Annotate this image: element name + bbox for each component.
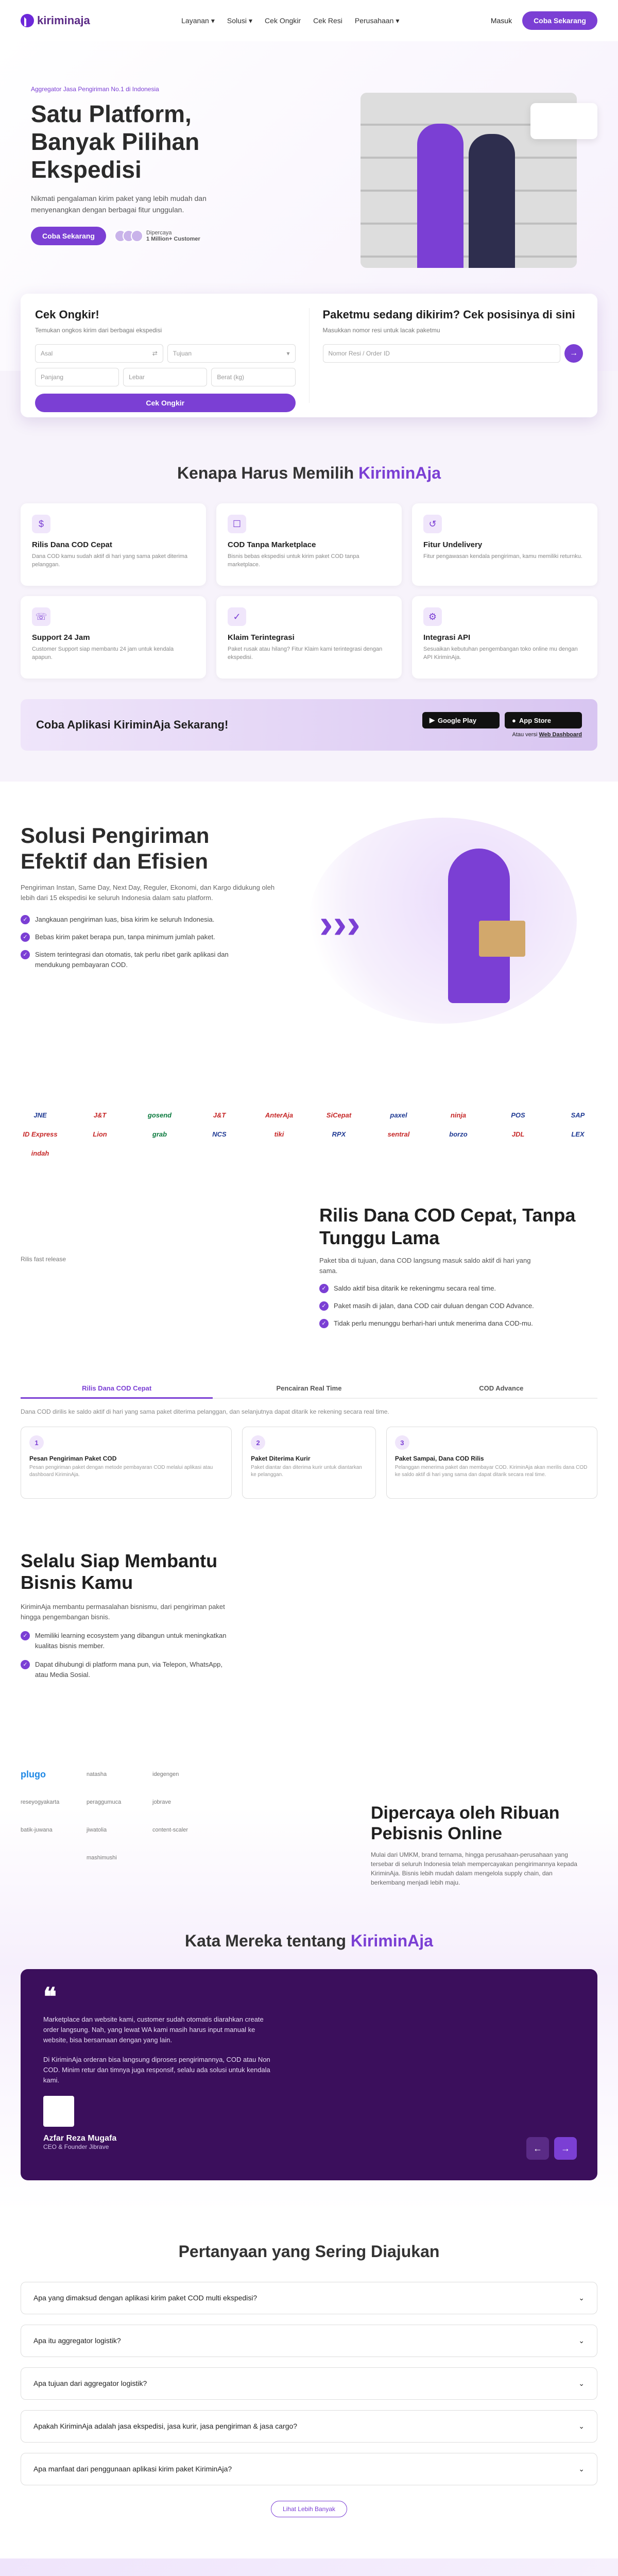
tools-card (21, 294, 597, 417)
courier-logo: paxel (390, 1111, 407, 1119)
top-nav (0, 0, 618, 41)
step-card: 3 Paket Sampai, Dana COD Rilis Pelanggan menerima paket dan membayar COD. KiriminAja akan merilis dana COD ke saldo aktif di hari yang sama dan dapat ditarik secara real time. (386, 1427, 597, 1499)
tab-cod-advance[interactable]: COD Advance (479, 1384, 524, 1392)
solusi-section (0, 782, 618, 1194)
client-logo: jobrave (152, 1799, 171, 1805)
google-play-button[interactable]: ▶ Google Play (422, 712, 500, 728)
app-banner-title: Coba Aplikasi KiriminAja Sekarang! (36, 718, 229, 731)
client-logo: reseyogyakarta (21, 1799, 60, 1805)
person-figure (469, 134, 515, 268)
swap-icon[interactable]: ⇄ (152, 350, 158, 357)
chevron-down-icon: ⌄ (578, 2465, 585, 2473)
faq-item[interactable]: Apakah KiriminAja adalah jasa ekspedisi, jasa kurir, jasa pengiriman & jasa cargo? ⌄ (21, 2410, 597, 2443)
faq-section (0, 2211, 618, 2558)
client-logo: jiwatolia (87, 1827, 107, 1833)
cod-section (0, 1194, 618, 1519)
step-card: 1 Pesan Pengiriman Paket COD Pesan pengiriman paket dengan metode pembayaran COD melalui aplikasi atau dashboard KiriminAja. (21, 1427, 232, 1499)
testimonial-card (21, 1969, 597, 2180)
check-icon: ✓ (319, 1319, 329, 1328)
check-icon: ✓ (21, 915, 30, 924)
courier-logo: ID Express (23, 1130, 58, 1138)
package-box (479, 921, 525, 957)
trust-block (21, 1767, 597, 1887)
courier-logo: ninja (450, 1111, 467, 1119)
client-logo: natasha (87, 1771, 107, 1777)
headset-icon: ☏ (32, 607, 50, 626)
check-item: ✓ Sistem terintegrasi dan otomatis, tak perlu ribet garik aplikasi dan mendukung pembayaran COD. (21, 950, 247, 970)
app-banner: Coba Aplikasi KiriminAja Sekarang! ▶ Google Play ● App Store Atau versi Web Dashboard (21, 699, 597, 751)
bisnis-section (0, 1519, 618, 1886)
step-card: 2 Paket Diterima Kurir Paket diantar dan diterima kurir untuk diantarkan ke pelanggan. (242, 1427, 376, 1499)
courier-logo: Lion (93, 1130, 107, 1138)
courier-logo: grab (152, 1130, 167, 1138)
check-icon: ✓ (319, 1301, 329, 1311)
feature-card: $ Rilis Dana COD Cepat Dana COD kamu sudah aktif di hari yang sama paket diterima pelanggan. (21, 503, 206, 586)
courier-logo: J&T (213, 1111, 226, 1119)
menu-solusi[interactable]: Solusi ▾ (227, 16, 253, 25)
client-logos (21, 1767, 270, 1887)
track-button[interactable]: → (564, 344, 583, 363)
bisnis-title: Selalu Siap Membantu Bisnis Kamu (21, 1550, 218, 1593)
feature-card: ⚙ Integrasi API Sesuaikan kebutuhan pengembangan toko online mu dengan API KiriminAja. (412, 596, 597, 679)
faq-more-button[interactable]: Lihat Lebih Banyak (271, 2501, 347, 2517)
courier-logo: POS (511, 1111, 525, 1119)
check-item: ✓ Memiliki learning ecosystem yang dibangun untuk meningkatkan kualitas bisnis member. (21, 1631, 237, 1651)
courier-logo: SiCepat (326, 1111, 352, 1119)
tab-desc: Dana COD dirilis ke saldo aktif di hari yang sama paket diterima pelanggan, dan selanjutnya dapat ditarik ke rekening secara real time. (21, 1408, 389, 1415)
cek-ongkir-button[interactable]: Cek Ongkir (35, 394, 296, 412)
cek-ongkir-title: Cek Ongkir! (35, 308, 99, 321)
check-icon: ✓ (21, 1660, 30, 1669)
menu-layanan[interactable]: Layanan ▾ (181, 16, 215, 25)
avatar (43, 2096, 74, 2127)
destination-field[interactable]: Tujuan ▾ (167, 344, 296, 363)
money-icon: $ (32, 515, 50, 533)
feature-card: ↺ Fitur Undelivery Fitur pengawasan kendala pengiriman, kamu memiliki returnku. (412, 503, 597, 586)
chevron-down-icon: ⌄ (578, 2379, 585, 2387)
faq-item[interactable]: Apa itu aggregator logistik? ⌄ (21, 2325, 597, 2357)
origin-field[interactable]: Asal ⇄ (35, 344, 163, 363)
cek-ongkir-desc: Temukan ongkos kirim dari berbagai ekspedisi (35, 327, 162, 334)
courier-logo: LEX (571, 1130, 585, 1138)
trust-desc: Mulai dari UMKM, brand ternama, hingga perusahaan-perusahaan yang tersebar di seluruh Indonesia telah mempercayakan pengirimannya kepada KiriminAja. Bisnis lebih mudah dalam mengelola supply chain, dan berkembang menjadi lebih maju. (371, 1851, 577, 1886)
hero-desc: Nikmati pengalaman kirim paket yang lebih mudah dan menyenangkan dengan berbagai fitur unggulan. (31, 194, 207, 214)
resi-input[interactable]: Nomor Resi / Order ID (323, 344, 561, 363)
web-dashboard-link[interactable]: Web Dashboard (539, 732, 582, 738)
client-logo: mashimushi (87, 1855, 117, 1861)
lacak-panel (310, 308, 583, 403)
courier-logo: borzo (449, 1130, 468, 1138)
person-figure (417, 124, 464, 268)
courier-logo: RPX (332, 1130, 346, 1138)
chevron-down-icon: ⌄ (578, 2294, 585, 2302)
check-item: ✓ Dapat dihubungi di platform mana pun, via Telepon, WhatsApp, atau Media Sosial. (21, 1659, 237, 1680)
try-now-button[interactable]: Coba Sekarang (522, 11, 597, 30)
solusi-illustration (309, 818, 577, 1024)
feature-grid (21, 503, 597, 679)
cod-title: Rilis Dana COD Cepat, Tanpa Tunggu Lama (319, 1205, 576, 1248)
faq-title: Pertanyaan yang Sering Diajukan (178, 2242, 440, 2261)
testimonial-role: CEO & Founder Jibrave (43, 2143, 109, 2150)
why-section (0, 371, 618, 782)
prev-arrow-icon[interactable]: ← (526, 2137, 549, 2160)
courier-logo: indah (31, 1149, 49, 1157)
main-menu (181, 16, 399, 25)
store-icon: ☐ (228, 515, 246, 533)
check-item: ✓ Tidak perlu menunggu berhari-hari untuk menerima dana COD-mu. (319, 1318, 577, 1329)
client-logo: plugo (21, 1769, 46, 1780)
cta-section (0, 2558, 618, 2576)
menu-cek-ongkir[interactable]: Cek Ongkir (265, 16, 301, 25)
testimonial-text: Di KiriminAja orderan bisa langsung diproses pengirimannya, COD atau Non COD. Minim retur dan timnya juga responsif, selalu ada solusi untuk kendala kami. (43, 2056, 270, 2084)
hero-floating-card (530, 103, 597, 139)
menu-perusahaan[interactable]: Perusahaan ▾ (354, 16, 400, 25)
play-icon: ▶ (430, 716, 435, 724)
hero-title: Satu Platform, Banyak Pilihan Ekspedisi (31, 100, 200, 183)
check-item: ✓ Paket masih di jalan, dana COD cair duluan dengan COD Advance. (319, 1301, 577, 1311)
users-count: Dipercaya (146, 230, 172, 236)
return-icon: ↺ (423, 515, 442, 533)
feature-card: ✓ Klaim Terintegrasi Paket rusak atau hilang? Fitur Klaim kami terintegrasi dengan ekspedisi. (216, 596, 402, 679)
hero-cta-button[interactable]: Coba Sekarang (31, 227, 106, 245)
apple-icon: ● (512, 716, 516, 724)
courier-logo: JNE (33, 1111, 47, 1119)
feature-card: ☐ COD Tanpa Marketplace Bisnis bebas ekspedisi untuk kirim paket COD tanpa marketplace. (216, 503, 402, 586)
feature-card: ☏ Support 24 Jam Customer Support siap membantu 24 jam untuk kendala apapun. (21, 596, 206, 679)
courier-logo: sentral (387, 1130, 410, 1138)
cod-desc: Paket tiba di tujuan, dana COD langsung masuk saldo aktif di hari yang sama. (319, 1257, 531, 1275)
solusi-title: Solusi Pengiriman Efektif dan Efisien (21, 823, 210, 873)
courier-logo: SAP (571, 1111, 585, 1119)
quote-icon: ❝ (43, 1984, 57, 2011)
logo-text: kiriminaja (37, 14, 90, 27)
check-item: ✓ Saldo aktif bisa ditarik ke rekeningmu secara real time. (319, 1283, 577, 1294)
cod-image: Rilis fast release (21, 1256, 66, 1263)
shield-check-icon: ✓ (228, 607, 246, 626)
length-field[interactable]: Panjang (35, 368, 119, 386)
cod-tabs (21, 1379, 597, 1399)
courier-logos (21, 1111, 597, 1157)
why-title: Kenapa Harus Memilih KiriminAja (177, 464, 441, 482)
check-icon: ✓ (21, 933, 30, 942)
chevron-down-icon: ⌄ (578, 2422, 585, 2430)
chevron-down-icon: ⌄ (578, 2336, 585, 2345)
chevron-down-icon: ▾ (286, 350, 290, 357)
faq-item[interactable]: Apa yang dimaksud dengan aplikasi kirim paket COD multi ekspedisi? ⌄ (21, 2282, 597, 2314)
testimonial-text: Marketplace dan website kami, customer sudah otomatis diarahkan create order langsung. Nah, yang lewat WA kami masih harus input manual ke website, bisa bersamaan dengan yang lain. (43, 2015, 264, 2044)
testimonial-title: Kata Mereka tentang KiriminAja (185, 1931, 433, 1950)
trust-title: Dipercaya oleh Ribuan Pebisnis Online (371, 1803, 560, 1843)
nav-actions (491, 11, 597, 30)
chevron-right-icon: ››› (319, 901, 360, 946)
solusi-lead: Pengiriman Instan, Same Day, Next Day, Reguler, Ekonomi, dan Kargo didukung oleh lebih dari 15 ekspedisi ke seluruh Indonesia dalam satu platform. (21, 884, 275, 902)
courier-logo: JDL (511, 1130, 525, 1138)
hero-tag: Aggregator Jasa Pengiriman No.1 di Indonesia (31, 86, 159, 93)
check-icon: ✓ (21, 950, 30, 959)
logo[interactable] (21, 14, 90, 27)
lacak-desc: Masukkan nomor resi untuk lacak paketmu (322, 327, 440, 334)
tab-pencairan[interactable]: Pencairan Real Time (276, 1384, 342, 1392)
avatar-group (114, 230, 143, 242)
logo-mark-icon (21, 14, 34, 27)
users-label: 1 Million+ Customer (146, 236, 200, 242)
courier-logo: NCS (212, 1130, 227, 1138)
hero-section (0, 41, 618, 407)
lacak-title: Paketmu sedang dikirim? Cek posisinya di sini (322, 308, 575, 321)
courier-logo: J&T (93, 1111, 107, 1119)
faq-item[interactable]: Apa tujuan dari aggregator logistik? ⌄ (21, 2367, 597, 2400)
courier-logo: AnterAja (265, 1111, 294, 1119)
next-arrow-icon[interactable]: → (554, 2137, 577, 2160)
login-link[interactable]: Masuk (490, 16, 512, 25)
menu-cek-resi[interactable]: Cek Resi (313, 16, 342, 25)
app-store-button[interactable]: ● App Store (505, 712, 582, 728)
cek-ongkir-panel (35, 308, 310, 407)
check-icon: ✓ (21, 1631, 30, 1640)
client-logo: peraggumuca (87, 1799, 122, 1805)
client-logo: batik-juwana (21, 1827, 53, 1833)
hero-users (114, 230, 200, 242)
client-logo: idegengen (152, 1771, 179, 1777)
courier-logo: gosend (147, 1111, 172, 1119)
tab-rilis-dana[interactable]: Rilis Dana COD Cepat (21, 1379, 213, 1399)
check-item: ✓ Bebas kirim paket berapa pun, tanpa minimum jumlah paket. (21, 932, 247, 942)
check-item: ✓ Jangkauan pengiriman luas, bisa kirim ke seluruh Indonesia. (21, 914, 247, 925)
api-icon: ⚙ (423, 607, 442, 626)
testimonial-name: Azfar Reza Mugafa (43, 2134, 117, 2143)
courier-logo: tiki (274, 1130, 284, 1138)
bisnis-desc: KiriminAja membantu permasalahan bisnismu, dari pengiriman paket hingga pengembangan bisnis. (21, 1603, 225, 1621)
width-field[interactable]: Lebar (123, 368, 207, 386)
weight-field[interactable]: Berat (kg) (211, 368, 295, 386)
check-icon: ✓ (319, 1284, 329, 1293)
faq-item[interactable]: Apa manfaat dari penggunaan aplikasi kirim paket KiriminAja? ⌄ (21, 2453, 597, 2485)
client-logo: content-scaler (152, 1827, 188, 1833)
